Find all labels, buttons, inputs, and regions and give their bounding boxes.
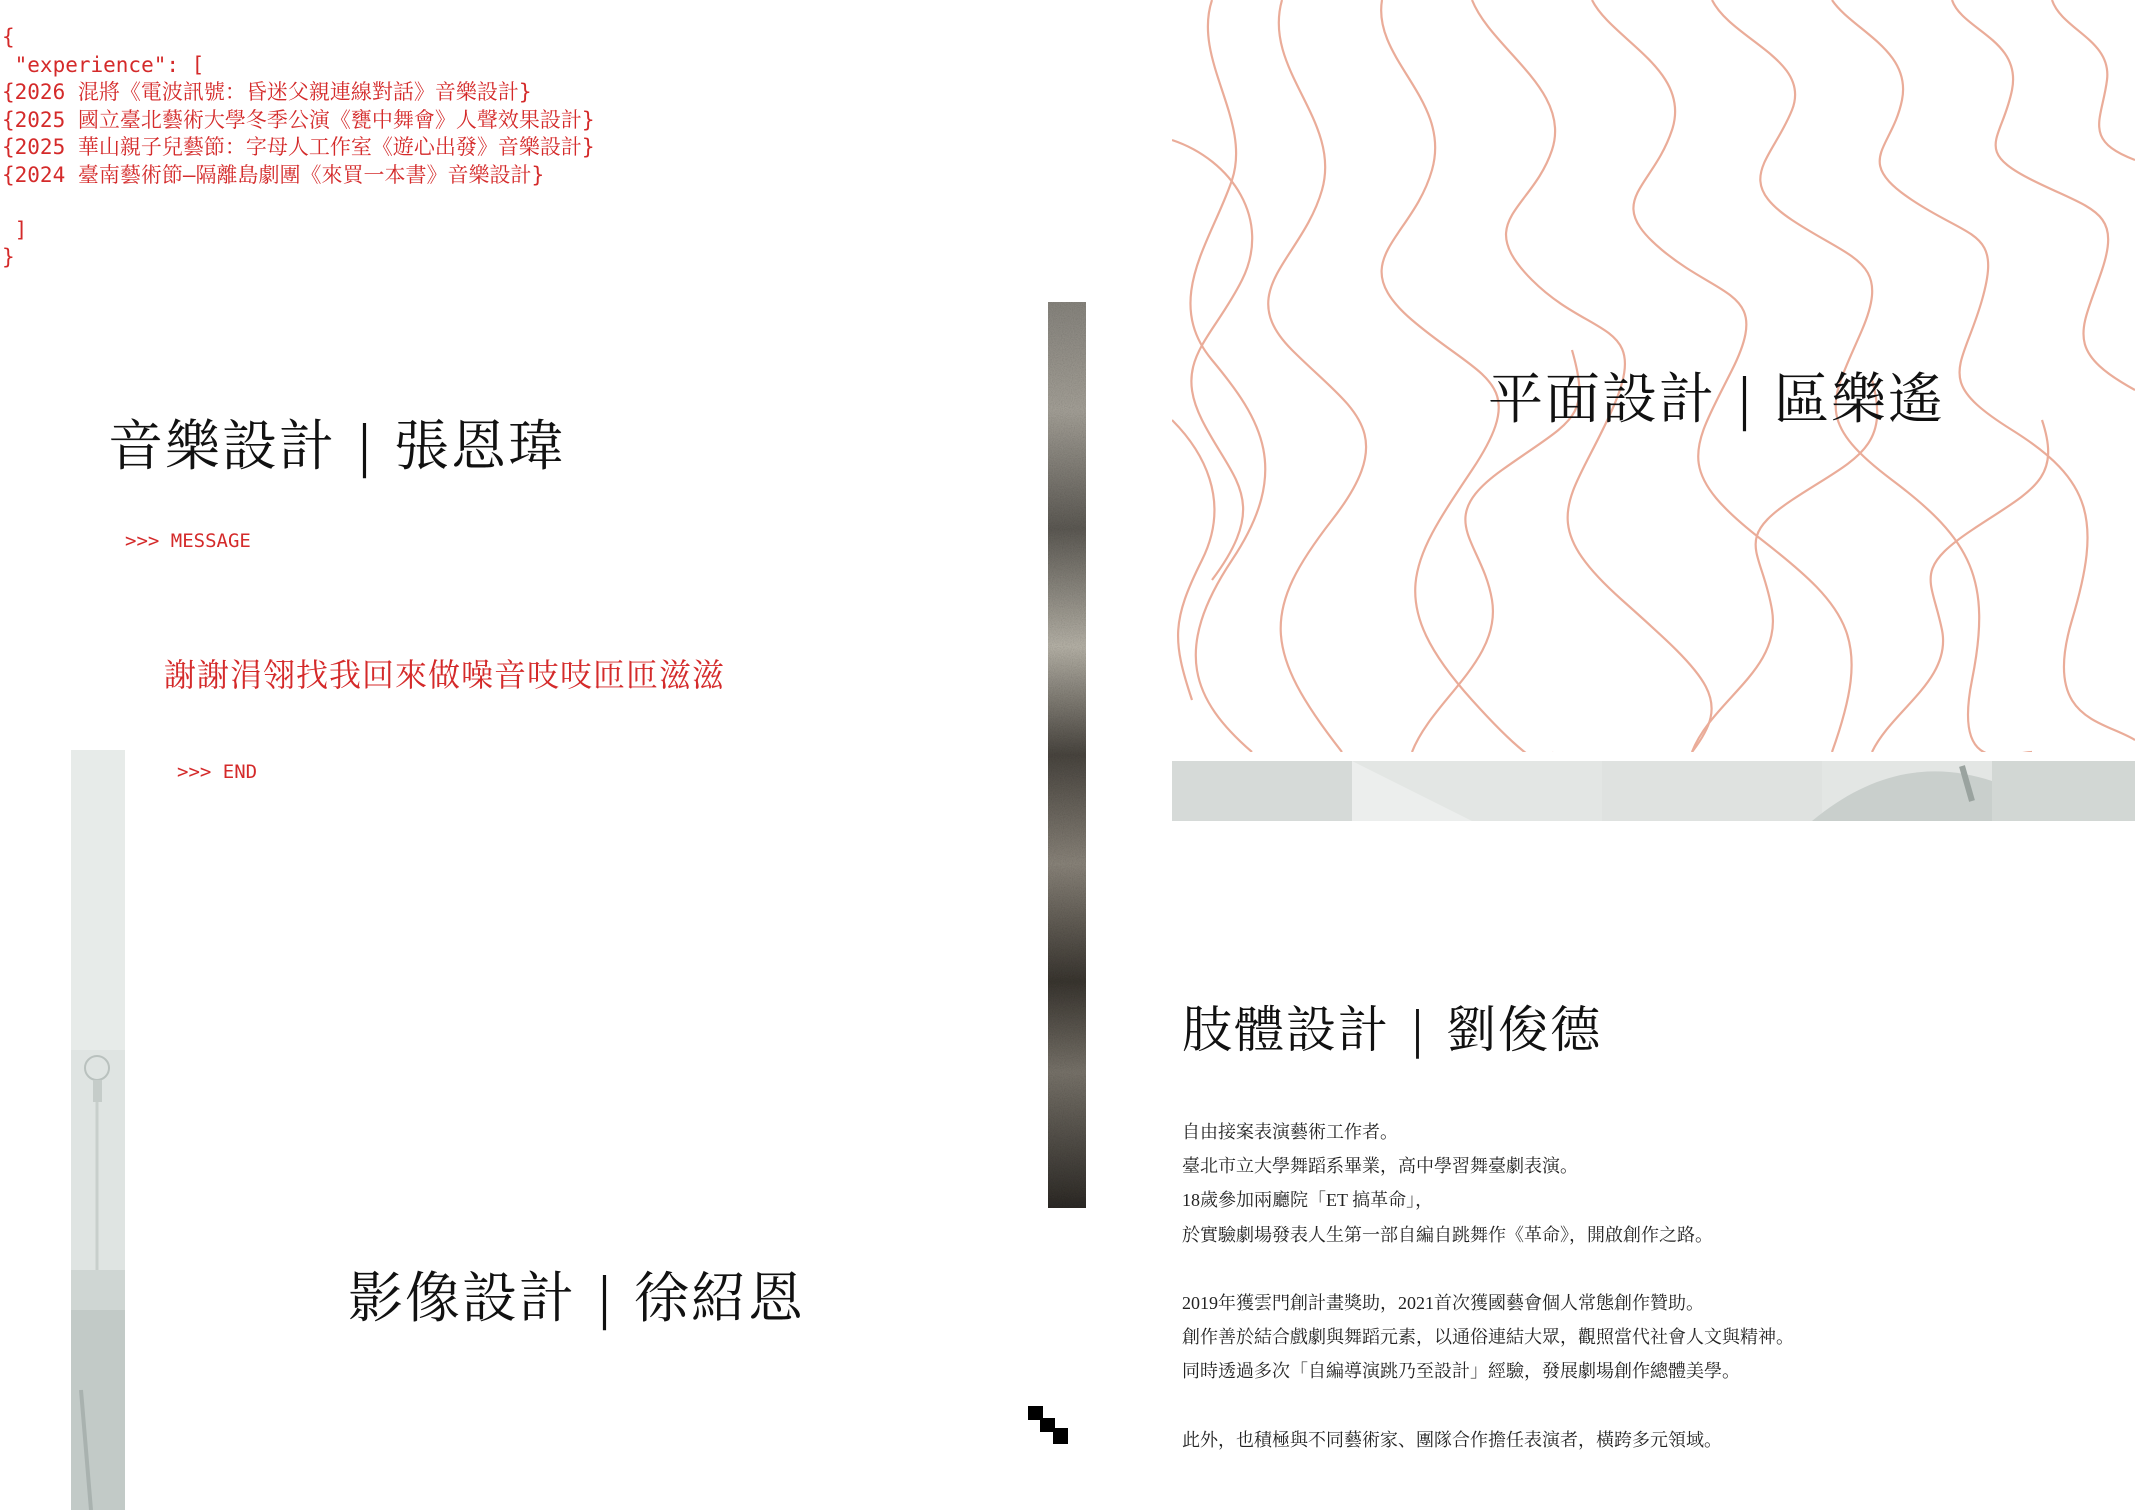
photo-strip <box>1048 302 1086 1208</box>
separator: | <box>1412 1000 1424 1059</box>
code-open-brace: { <box>2 25 15 49</box>
bio-line: 同時透過多次「自編導演跳乃至設計」經驗，發展劇場創作總體美學。 <box>1182 1361 1740 1382</box>
photo-strip-left <box>71 750 125 1510</box>
role-label: 肢體設計 <box>1182 1001 1390 1059</box>
graphic-design-heading <box>1488 355 1945 434</box>
experience-item: {2025 華山親子兒藝節：字母人工作室《遊心出發》音樂設計} <box>2 135 595 159</box>
bio-line: 此外，也積極與不同藝術家、團隊合作擔任表演者，橫跨多元領域。 <box>1182 1429 1722 1450</box>
code-blank-line <box>2 189 595 217</box>
role-label: 平面設計 <box>1488 367 1717 431</box>
message-end-label: >>> END <box>177 761 258 783</box>
photo-band <box>1172 761 2135 821</box>
experience-code-block <box>2 24 595 272</box>
bio-line: 自由接案表演藝術工作者。 <box>1182 1122 1398 1142</box>
experience-item: {2024 臺南藝術節—隔離島劇團《來買一本書》音樂設計} <box>2 162 545 187</box>
physical-design-heading <box>1182 990 1602 1062</box>
bio-line: 2019年獲雲門創計畫獎助，2021首次獲國藝會個人常態創作贊助。 <box>1182 1293 1704 1313</box>
person-name: 張恩瑋 <box>394 414 566 478</box>
experience-item: {2026 混將《電波訊號：昏迷父親連線對話》音樂設計} <box>2 80 532 104</box>
person-name: 區樂遙 <box>1774 367 1946 431</box>
bio-line: 於實驗劇場發表人生第一部自編自跳舞作《革命》，開啟創作之路。 <box>1182 1224 1713 1245</box>
message-text: 謝謝涓翎找我回來做噪音吱吱匝匝滋滋 <box>164 656 726 694</box>
code-experience-key: "experience": [ <box>2 52 205 77</box>
separator: | <box>1738 366 1752 431</box>
bio-spacer <box>1182 1389 1794 1423</box>
person-name: 徐紹恩 <box>634 1266 806 1330</box>
separator: | <box>598 1265 612 1330</box>
code-close-brace: } <box>2 245 15 269</box>
separator: | <box>358 413 372 478</box>
bio-spacer <box>1182 1252 1794 1286</box>
person-name: 劉俊德 <box>1446 1001 1603 1059</box>
role-label: 音樂設計 <box>108 414 337 478</box>
physical-designer-bio <box>1182 1115 1794 1457</box>
experience-item: {2025 國立臺北藝術大學冬季公演《甕中舞會》人聲效果設計} <box>2 107 595 132</box>
music-design-heading <box>108 402 565 481</box>
bio-line: 18歲參加兩廳院「ET 搞革命」， <box>1182 1190 1434 1211</box>
message-start-label: >>> MESSAGE <box>125 530 251 552</box>
bio-line: 創作善於結合戲劇與舞蹈元素，以通俗連結大眾，觀照當代社會人文與精神。 <box>1182 1327 1794 1348</box>
bio-line: 臺北市立大學舞蹈系畢業，高中學習舞臺劇表演。 <box>1182 1156 1578 1177</box>
code-close-bracket: ] <box>2 217 28 242</box>
pixel-logo-mark <box>1028 1406 1068 1444</box>
video-design-heading <box>348 1254 805 1333</box>
role-label: 影像設計 <box>348 1266 577 1330</box>
